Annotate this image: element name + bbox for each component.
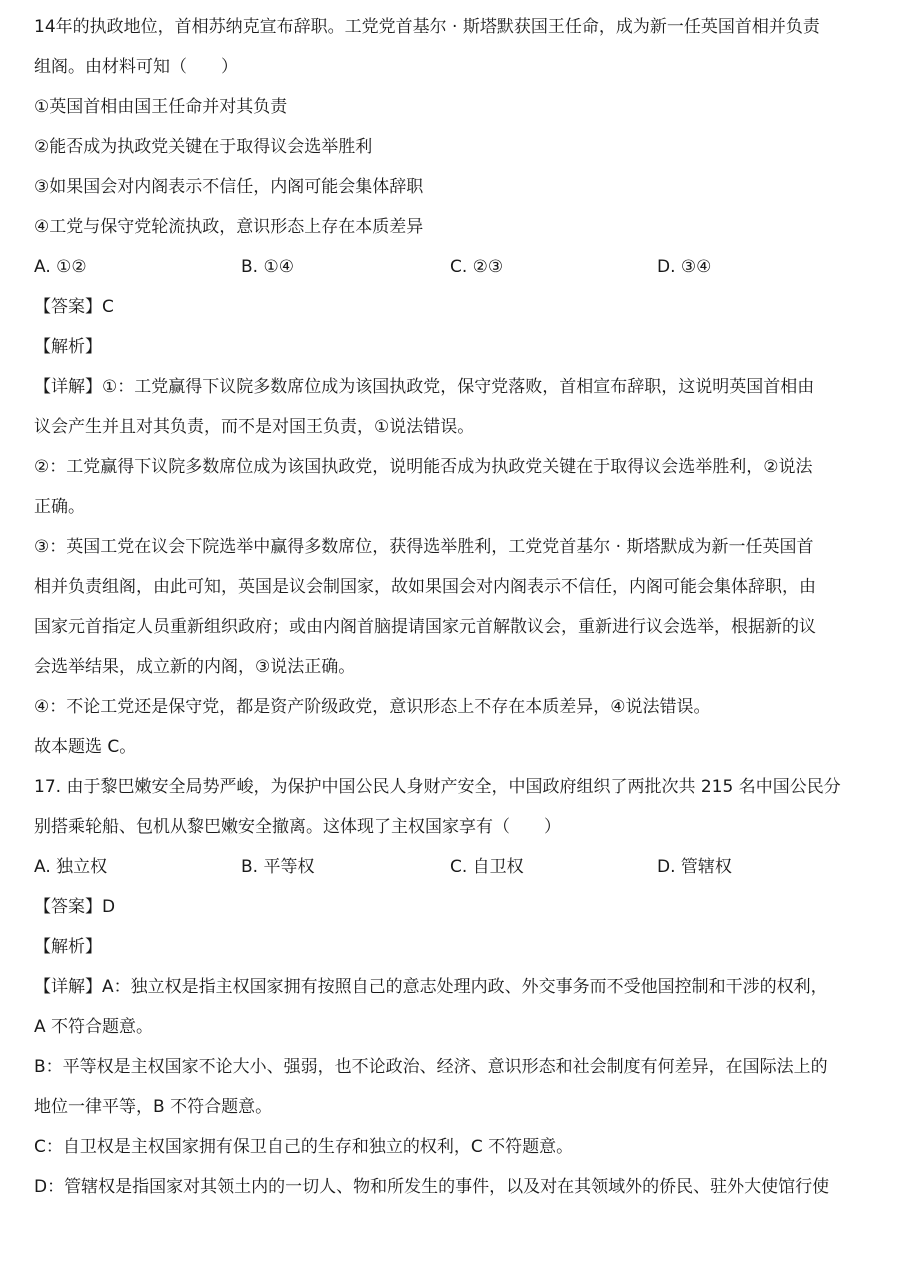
q17-explanation-line: A 不符合题意。 — [34, 1017, 154, 1037]
q17-explanation-line: 地位一律平等，B 不符合题意。 — [34, 1097, 273, 1117]
q16-explanation-line: 正确。 — [34, 497, 85, 517]
q17-option-b: B. 平等权 — [241, 857, 315, 877]
q16-option-d: D. ③④ — [657, 257, 712, 277]
q16-explanation-line: 会选举结果，成立新的内阁，③说法正确。 — [34, 657, 356, 677]
q17-explanation-line: C：自卫权是主权国家拥有保卫自己的生存和独立的权利，C 不符题意。 — [34, 1137, 574, 1157]
q16-statement-3: ③如果国会对内阁表示不信任，内阁可能会集体辞职 — [34, 177, 424, 197]
q16-statement-1: ①英国首相由国王任命并对其负责 — [34, 97, 288, 117]
q17-explanation-line: B：平等权是主权国家不论大小、强弱，也不论政治、经济、意识形态和社会制度有何差异，在国际法上的 — [34, 1057, 828, 1077]
q17-explanation-line: D：管辖权是指国家对其领土内的一切人、物和所发生的事件，以及对在其领域外的侨民、驻外大使馆行使 — [34, 1177, 830, 1197]
q17-stem-line-1: 17. 由于黎巴嫩安全局势严峻，为保护中国公民人身财产安全，中国政府组织了两批次共 215 名中国公民分 — [34, 777, 841, 797]
q17-option-c: C. 自卫权 — [450, 857, 524, 877]
q17-option-d: D. 管辖权 — [657, 857, 732, 877]
q16-explanation-line: 议会产生并且对其负责，而不是对国王负责，①说法错误。 — [34, 417, 475, 437]
q16-explanation-line: ③：英国工党在议会下院选举中赢得多数席位，获得选举胜利，工党党首基尔 · 斯塔默成为新一任英国首 — [34, 537, 814, 557]
q16-option-a: A. ①② — [34, 257, 87, 277]
q16-explanation-line: 【详解】①：工党赢得下议院多数席位成为该国执政党，保守党落败，首相宣布辞职，这说明英国首相由 — [34, 377, 815, 397]
q16-explanation-line: ④：不论工党还是保守党，都是资产阶级政党，意识形态上不存在本质差异，④说法错误。 — [34, 697, 711, 717]
q17-analysis-heading: 【解析】 — [34, 937, 102, 957]
q16-option-b: B. ①④ — [241, 257, 294, 277]
q16-analysis-heading: 【解析】 — [34, 337, 102, 357]
q16-option-c: C. ②③ — [450, 257, 504, 277]
q16-stem-line-1: 14年的执政地位，首相苏纳克宣布辞职。工党党首基尔 · 斯塔默获国王任命，成为新一任英国首相并负责 — [34, 17, 820, 37]
q16-statement-4: ④工党与保守党轮流执政，意识形态上存在本质差异 — [34, 217, 424, 237]
q16-stem-line-2: 组阁。由材料可知（ ） — [34, 57, 238, 77]
q16-conclusion: 故本题选 C。 — [34, 737, 137, 757]
q16-statement-2: ②能否成为执政党关键在于取得议会选举胜利 — [34, 137, 373, 157]
q16-explanation-line: ②：工党赢得下议院多数席位成为该国执政党，说明能否成为执政党关键在于取得议会选举胜利，②说法 — [34, 457, 813, 477]
q17-stem-line-2: 别搭乘轮船、包机从黎巴嫩安全撤离。这体现了主权国家享有（ ） — [34, 817, 561, 837]
q17-explanation-line: 【详解】A：独立权是指主权国家拥有按照自己的意志处理内政、外交事务而不受他国控制和干涉的权利， — [34, 977, 828, 997]
q16-explanation-line: 相并负责组阁，由此可知，英国是议会制国家，故如果国会对内阁表示不信任，内阁可能会集体辞职，由 — [34, 577, 816, 597]
q17-answer: 【答案】D — [34, 897, 116, 917]
q17-option-a: A. 独立权 — [34, 857, 108, 877]
q16-explanation-line: 国家元首指定人员重新组织政府；或由内阁首脑提请国家元首解散议会，重新进行议会选举，根据新的议 — [34, 617, 816, 637]
q16-answer: 【答案】C — [34, 297, 114, 317]
